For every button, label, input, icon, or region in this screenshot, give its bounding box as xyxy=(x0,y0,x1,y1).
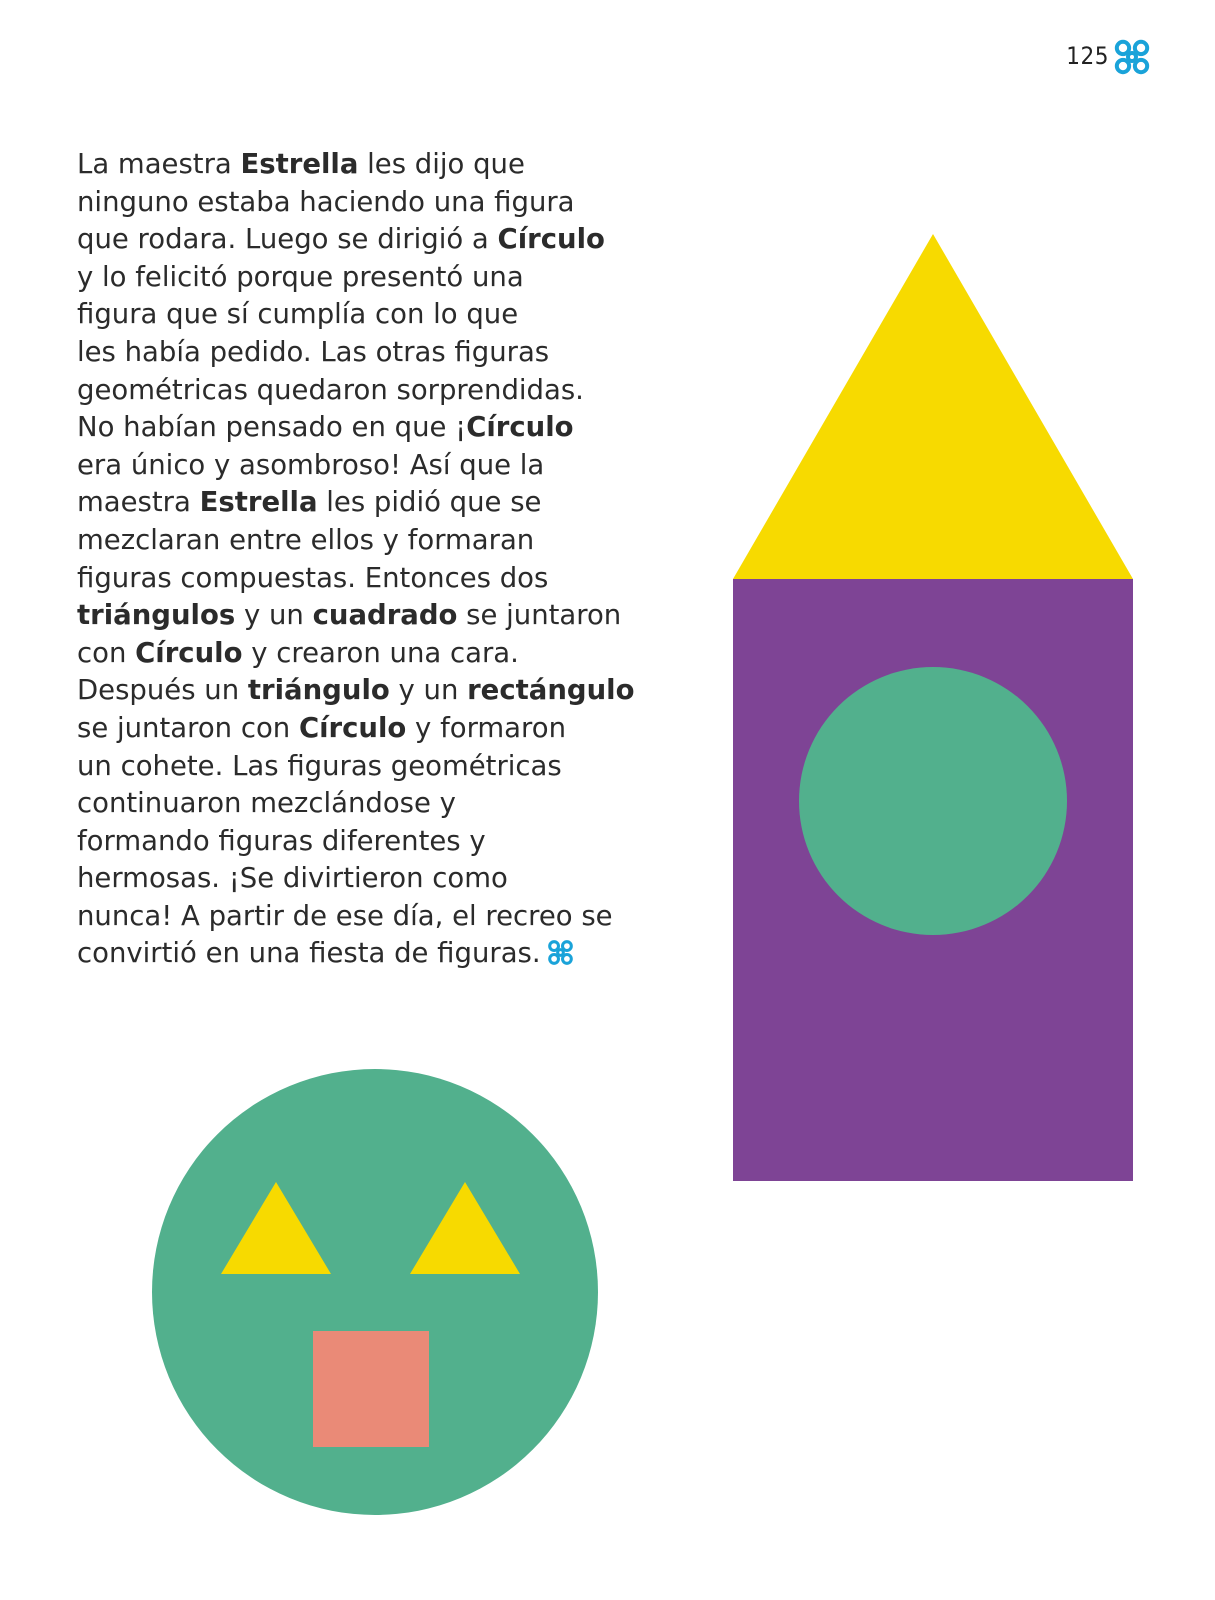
story-text-segment: La maestra xyxy=(77,148,241,180)
story-line xyxy=(77,710,717,748)
rocket-triangle xyxy=(733,234,1133,579)
story-bold-word: Círculo xyxy=(298,711,407,744)
story-line xyxy=(77,860,717,898)
face-circle xyxy=(152,1069,598,1515)
story-text-segment: figura que sí cumplía con lo que xyxy=(77,298,519,331)
story-line xyxy=(77,748,717,786)
story-text-segment: que rodara. Luego se dirigió a xyxy=(77,223,498,256)
story-text-segment: mezclaran entre ellos y formaran xyxy=(77,523,535,556)
story-line xyxy=(77,560,717,598)
story-text-segment: les dijo que xyxy=(358,148,525,180)
story-text-segment: se juntaron xyxy=(457,599,622,632)
story-line xyxy=(77,823,717,861)
story-text-segment: figuras compuestas. Entonces dos xyxy=(77,561,549,594)
story-line xyxy=(77,259,717,297)
story-text-segment: continuaron mezclándose y xyxy=(77,787,456,820)
story-line xyxy=(77,409,717,447)
story-bold-word: Círculo xyxy=(135,636,243,669)
story-text-segment: y lo felicitó porque presentó una xyxy=(77,260,524,293)
story-line xyxy=(77,184,717,222)
story-line xyxy=(77,484,717,522)
rocket-circle xyxy=(799,667,1067,935)
story-bold-word: triángulo xyxy=(247,674,390,707)
story-text-segment: les había pedido. Las otras figuras xyxy=(77,335,550,368)
story-line xyxy=(77,522,717,560)
story-line xyxy=(77,935,717,973)
story-text-segment: No habían pensado en que ¡ xyxy=(77,411,467,444)
story-line xyxy=(77,785,717,823)
page-number: 125 xyxy=(1066,42,1109,70)
story-line xyxy=(77,898,717,936)
story-text-segment: ninguno estaba haciendo una figura xyxy=(77,185,575,218)
story-text-segment: y un xyxy=(389,674,468,707)
story-text-segment: les pidió que se xyxy=(317,486,542,519)
story-line xyxy=(77,221,717,259)
story-line xyxy=(77,334,717,372)
story-text-segment: formando figuras diferentes y xyxy=(77,824,486,857)
story-text-segment: un cohete. Las figuras geométricas xyxy=(77,749,562,782)
story-line xyxy=(77,372,717,410)
story-text-segment: geométricas quedaron sorprendidas. xyxy=(77,373,584,406)
story-line xyxy=(77,635,717,673)
blue-knot-icon xyxy=(1113,38,1151,76)
story-line xyxy=(77,672,717,710)
story-line xyxy=(77,296,717,334)
story-line xyxy=(77,597,717,635)
story-text-segment: y un xyxy=(235,599,313,632)
story-bold-word: Estrella xyxy=(199,486,318,519)
story-text-segment: nunca! A partir de ese día, el recreo se xyxy=(77,899,613,932)
story-bold-word: rectángulo xyxy=(467,674,635,707)
rocket-illustration xyxy=(733,234,1133,1184)
story-text-segment: y crearon una cara. xyxy=(242,636,519,669)
story-text xyxy=(77,146,717,973)
story-line xyxy=(77,146,717,184)
story-text-segment: convirtió en una fiesta de figuras. xyxy=(77,937,541,970)
story-bold-word: triángulos xyxy=(77,599,236,632)
story-text-segment: era único y asombroso! Así que la xyxy=(77,448,545,481)
face-illustration xyxy=(150,1067,600,1517)
blue-knot-icon xyxy=(547,939,574,966)
story-text-segment: se juntaron con xyxy=(77,711,299,744)
story-bold-word: Estrella xyxy=(240,148,359,180)
story-text-segment: hermosas. ¡Se divirtieron como xyxy=(77,862,508,895)
story-text-segment: con xyxy=(77,636,136,669)
story-line xyxy=(77,447,717,485)
story-text-segment: Después un xyxy=(77,674,248,707)
story-text-segment: y formaron xyxy=(406,711,566,744)
story-text-segment: maestra xyxy=(77,486,200,519)
mouth-square xyxy=(313,1331,429,1447)
story-bold-word: Círculo xyxy=(466,411,574,444)
story-bold-word: Círculo xyxy=(497,223,605,256)
story-bold-word: cuadrado xyxy=(312,599,458,632)
